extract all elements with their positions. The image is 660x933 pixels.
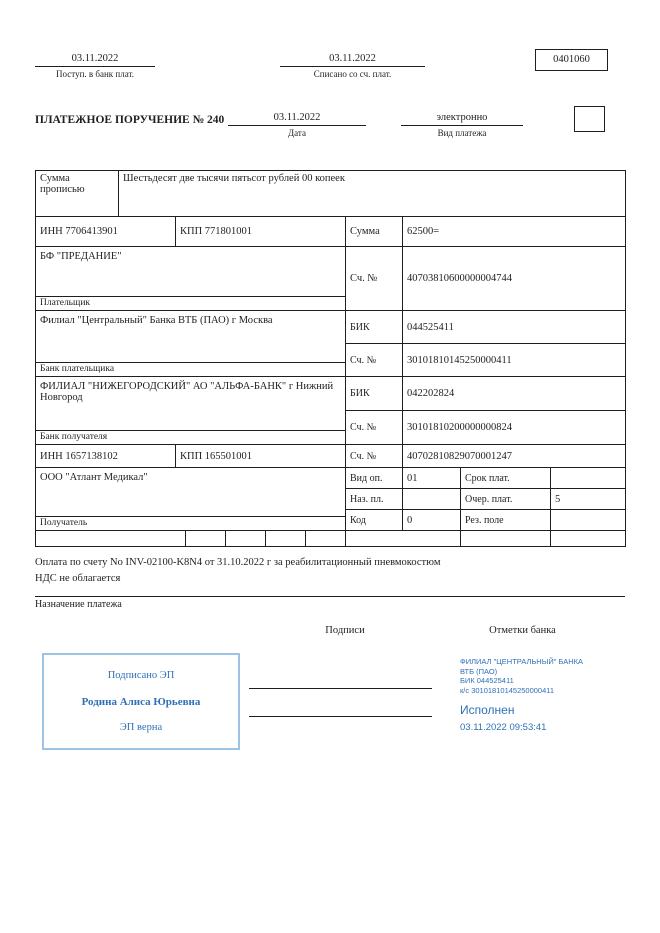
payer-bank-name: Филиал "Центральный" Банка ВТБ (ПАО) г Москва — [40, 315, 273, 326]
payee-bank-cell — [36, 377, 346, 445]
payee-caption: Получатель — [36, 516, 345, 530]
purpose-line1: Оплата по счету No INV-02100-K8N4 от 31.10.2022 г за реабилитационный пневмокостюм — [35, 557, 441, 568]
ocher-plat-value: 5 — [551, 489, 626, 510]
debited-date: 03.11.2022 — [280, 53, 425, 67]
payment-kind: электронно — [401, 112, 523, 126]
form-code-box: 0401060 — [535, 49, 608, 71]
payer-bank-bik-label: БИК — [346, 311, 403, 344]
payee-account: 40702810829070001247 — [403, 445, 626, 468]
rez-pole-value — [551, 510, 626, 531]
purpose-text — [35, 555, 615, 587]
payment-kind-block — [401, 112, 523, 138]
bank-stamp-line3: БИК 044525411 — [460, 676, 514, 685]
payer-caption: Плательщик — [36, 296, 345, 310]
tax-field-cell — [266, 531, 306, 547]
signature-line-1 — [249, 688, 432, 689]
payer-row — [36, 247, 626, 311]
payee-bank-bik-label: БИК — [346, 377, 403, 411]
payee-bank-caption: Банк получателя — [36, 430, 345, 444]
signature-line-2 — [249, 716, 432, 717]
payer-bank-account: 30101810145250000411 — [403, 344, 626, 377]
payee-inn-row — [36, 445, 626, 468]
tax-field-cell — [226, 531, 266, 547]
payee-bank-bik-row — [346, 377, 626, 411]
doc-date-label: Дата — [288, 128, 306, 138]
srok-plat-label: Срок плат. — [461, 468, 551, 489]
srok-plat-value — [551, 468, 626, 489]
payee-bank-name: ФИЛИАЛ "НИЖЕГОРОДСКИЙ" АО "АЛЬФА-БАНК" г Нижний Новгород — [40, 381, 334, 403]
payer-inn: ИНН 7706413901 — [36, 217, 176, 247]
payer-bank-codes — [346, 311, 626, 377]
vid-op-row — [346, 468, 626, 489]
received-date: 03.11.2022 — [35, 53, 155, 67]
payee-inn: ИНН 1657138102 — [36, 445, 176, 468]
ep-stamp-signer-name: Родина Алиса Юрьевна — [81, 695, 201, 708]
ep-stamp-line3: ЭП верна — [119, 722, 163, 734]
payee-bank-bik: 042202824 — [403, 377, 626, 411]
payer-bank-row — [36, 311, 626, 377]
doc-date: 03.11.2022 — [228, 112, 366, 126]
purpose-underline — [35, 596, 625, 597]
document-title: ПЛАТЕЖНОЕ ПОРУЧЕНИЕ № 240 — [35, 114, 225, 126]
payer-cell — [36, 247, 346, 311]
amount-value: 62500= — [403, 217, 626, 247]
bank-stamp-status: Исполнен — [460, 703, 515, 717]
debited-date-label: Списано со сч. плат. — [313, 69, 392, 79]
payee-bank-account-row — [346, 411, 626, 445]
payee-kpp: КПП 165501001 — [176, 445, 346, 468]
payer-bank-account-label: Сч. № — [346, 344, 403, 377]
payer-bank-bik: 044525411 — [403, 311, 626, 344]
ep-stamp-line1: Подписано ЭП — [107, 669, 175, 681]
payer-account-label: Сч. № — [346, 247, 403, 311]
bank-stamp — [460, 657, 630, 733]
bank-marks-label: Отметки банка — [489, 625, 556, 636]
kod-value: 0 — [403, 510, 461, 531]
tax-field-cell — [551, 531, 626, 547]
amount-words-value: Шестьдесят две тысячи пятьсот рублей 00 копеек — [119, 171, 626, 217]
status-checkbox — [574, 106, 605, 132]
amount-words-label: Сумма прописью — [36, 171, 119, 217]
bank-stamp-line4: к/с 30101810145250000411 — [460, 685, 555, 695]
received-date-block — [35, 53, 155, 79]
payer-inn-row — [36, 217, 626, 247]
bank-stamp-line1: ФИЛИАЛ "ЦЕНТРАЛЬНЫЙ" БАНКА — [460, 657, 584, 666]
payee-cell — [36, 468, 346, 531]
operation-fields — [346, 468, 626, 531]
tax-field-spacer — [36, 531, 186, 547]
payer-account: 40703810600000004744 — [403, 247, 626, 311]
naz-pl-value — [403, 489, 461, 510]
rez-pole-label: Рез. поле — [461, 510, 551, 531]
payer-bank-cell — [36, 311, 346, 377]
vid-op-label: Вид оп. — [346, 468, 403, 489]
payee-bank-account-label: Сч. № — [346, 411, 403, 445]
received-date-label: Поступ. в банк плат. — [56, 69, 134, 79]
payee-name: ООО "Атлант Медикал" — [40, 472, 148, 483]
payee-account-label: Сч. № — [346, 445, 403, 468]
payer-bank-caption: Банк плательщика — [36, 362, 345, 376]
vid-op-value: 01 — [403, 468, 461, 489]
debited-date-block — [280, 53, 425, 79]
signatures-label: Подписи — [325, 625, 365, 636]
kod-label: Код — [346, 510, 403, 531]
payee-bank-row — [36, 377, 626, 445]
tax-fields-row — [36, 531, 626, 547]
payer-bank-bik-row — [346, 311, 626, 344]
payer-name: БФ "ПРЕДАНИЕ" — [40, 251, 122, 262]
doc-date-block — [228, 112, 366, 138]
payment-kind-label: Вид платежа — [437, 128, 487, 138]
tax-field-cell — [186, 531, 226, 547]
ocher-plat-label: Очер. плат. — [461, 489, 551, 510]
purpose-caption: Назначение платежа — [35, 599, 122, 610]
ep-signature-stamp — [42, 653, 240, 750]
payee-row — [36, 468, 626, 531]
payer-kpp: КПП 771801001 — [176, 217, 346, 247]
payee-bank-account: 30101810200000000824 — [403, 411, 626, 445]
bank-stamp-datetime: 03.11.2022 09:53:41 — [460, 722, 547, 733]
naz-pl-label: Наз. пл. — [346, 489, 403, 510]
payee-bank-codes — [346, 377, 626, 445]
amount-words-row — [36, 171, 626, 217]
tax-field-cell — [306, 531, 346, 547]
payer-bank-account-row — [346, 344, 626, 377]
tax-field-cell — [346, 531, 461, 547]
payment-table — [35, 170, 626, 547]
naz-pl-row — [346, 489, 626, 510]
amount-label: Сумма — [346, 217, 403, 247]
kod-row — [346, 510, 626, 531]
tax-field-cell — [461, 531, 551, 547]
purpose-line2: НДС не облагается — [35, 572, 121, 584]
bank-stamp-line2: ВТБ (ПАО) — [460, 666, 498, 676]
